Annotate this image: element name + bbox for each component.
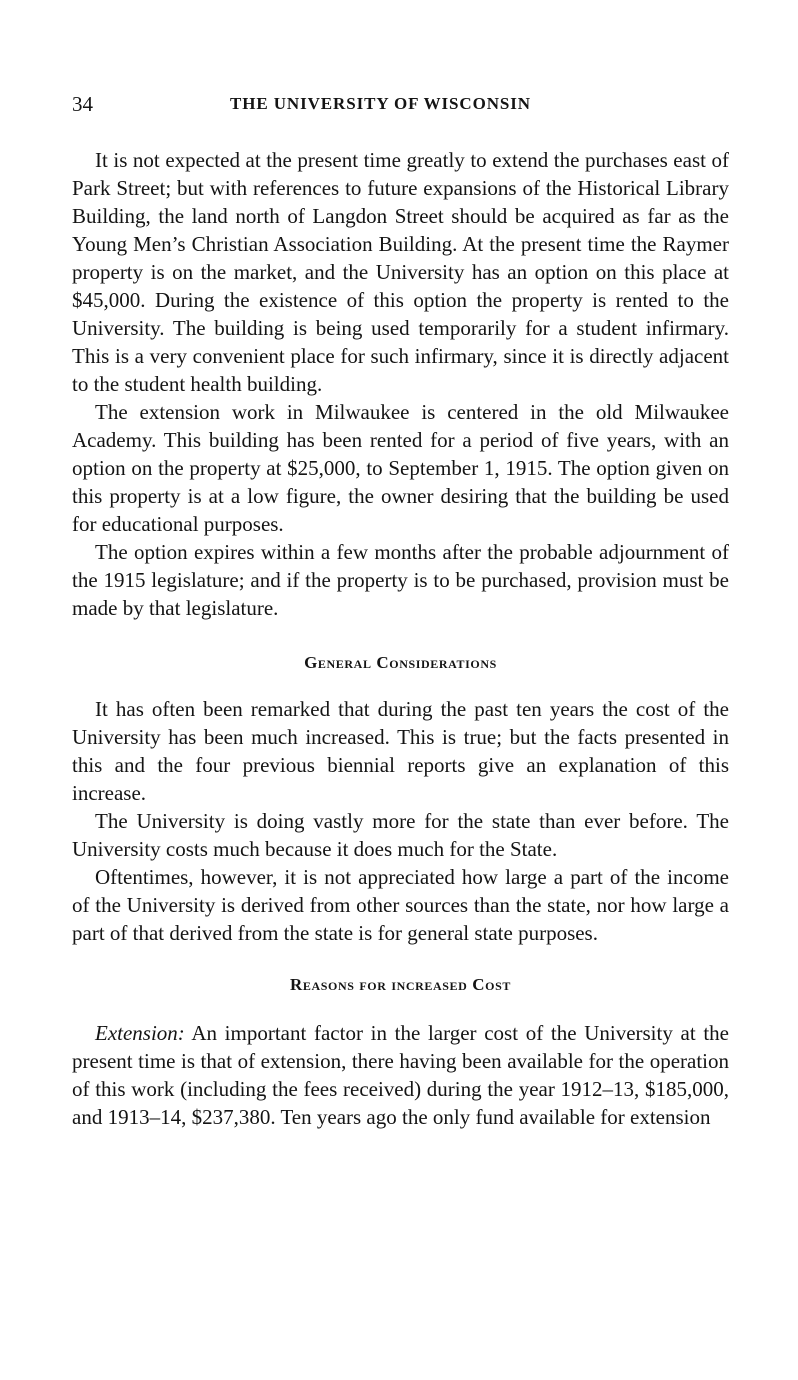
extension-lead-label: Extension: <box>95 1021 185 1045</box>
paragraph-milwaukee-extension: The extension work in Milwaukee is centered in the old Milwaukee Academy. This building has been rented for a period of five years, with an option on the property at $25,000, to September 1, 1915. The option given on this property is at a low figure, the owner desiring that the building be used for educational purposes. <box>72 400 729 536</box>
section-heading-reasons-increased-cost: Reasons for increased Cost <box>290 975 511 994</box>
paragraph-extension <box>72 1019 729 1131</box>
page-header <box>72 89 730 119</box>
running-title: THE UNIVERSITY OF WISCONSIN <box>230 94 531 113</box>
paragraph-park-street: It is not expected at the present time greatly to extend the purchases east of Park Street; but with references to future expansions of the Historical Library Building, the land north of Langdon Street should be acquired as far as the Young Men’s Christian Association Building. At the present time the Raymer property is on the market, and the University has an option on this place at $45,000. During the existence of this option the property is rented to the University. The building is being used temporarily for a student infirmary. This is a very convenient place for such infirmary, since it is directly adjacent to the student health building. <box>72 148 729 396</box>
paragraph-cost-increase: It has often been remarked that during the past ten years the cost of the University has been much increased. This is true; but the facts presented in this and the four previous biennial reports give an explanation of this increase. <box>72 697 729 805</box>
section-heading-general-considerations: General Considerations <box>304 653 497 672</box>
paragraph-option-expires: The option expires within a few months after the probable adjournment of the 1915 legislature; and if the property is to be purchased, provision must be made by that legislature. <box>72 540 729 620</box>
extension-text: An important factor in the larger cost of the University at the present time is that of extension, there having been available for the operation of this work (including the fees received) during the year 1912–13, $185,000, and 1913–14, $237,380. Ten years ago the only fund available for extension <box>72 1021 729 1129</box>
paragraph-income-sources: Oftentimes, however, it is not appreciated how large a part of the income of the University is derived from other sources than the state, nor how large a part of that derived from the state is for general state purposes. <box>72 865 729 945</box>
body-text <box>72 146 729 1131</box>
paragraph-doing-more: The University is doing vastly more for the state than ever before. The University costs much because it does much for the State. <box>72 809 729 861</box>
page-number: 34 <box>72 92 93 116</box>
